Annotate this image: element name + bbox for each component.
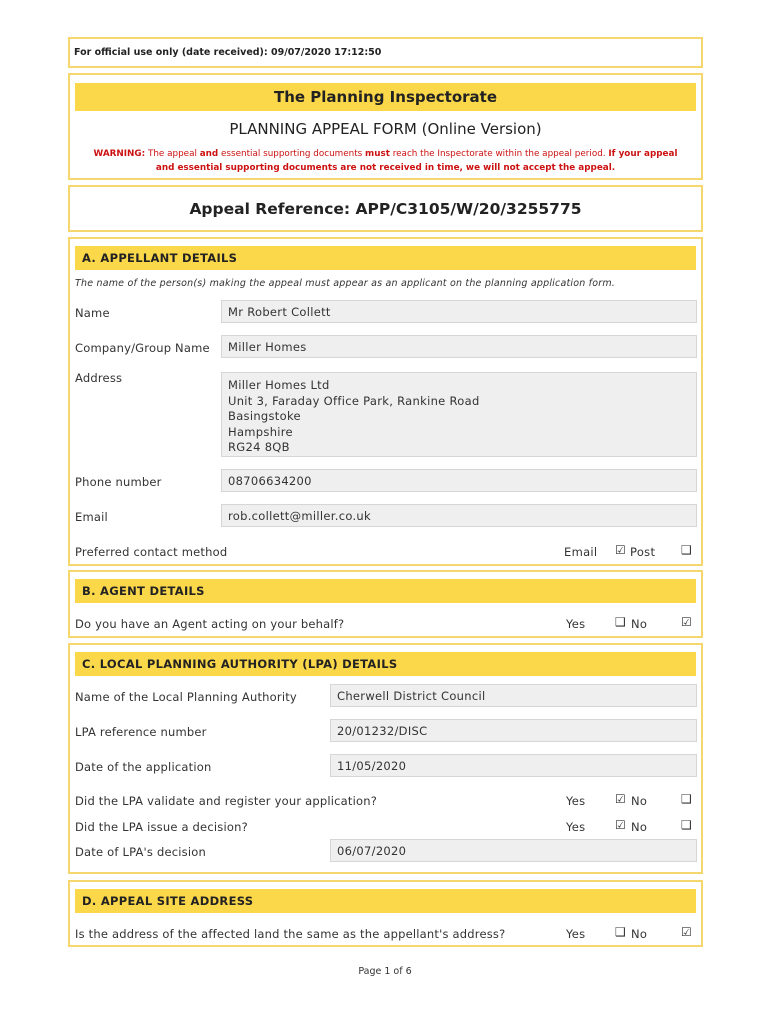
decision-no-label: No (631, 820, 648, 834)
section-a-header (75, 246, 696, 270)
agent-yes-checkbox[interactable]: ❑ (615, 615, 626, 629)
site-yes-checkbox[interactable]: ❑ (615, 925, 626, 939)
appellant-note: The name of the person(s) making the appeal must appear as an applicant on the planning application form. (75, 278, 616, 289)
validate-yes-checkbox[interactable]: ☑ (615, 792, 626, 806)
validate-yes-label: Yes (566, 794, 586, 808)
phone-field[interactable]: 08706634200 (221, 469, 697, 492)
lpa-ref-label: LPA reference number (75, 725, 207, 739)
email-label: Email (75, 510, 108, 524)
reference-box (68, 185, 703, 232)
address-line: Hampshire (228, 424, 293, 439)
application-date-field[interactable]: 11/05/2020 (330, 754, 697, 777)
section-appellant (68, 237, 703, 566)
official-use-box (68, 37, 703, 68)
decision-question: Did the LPA issue a decision? (75, 820, 248, 834)
page-number: Page 1 of 6 (358, 966, 412, 977)
agent-no-checkbox[interactable]: ☑ (681, 615, 692, 629)
warning-part-3: reach the Inspectorate within the appeal period. (392, 149, 606, 159)
section-site (68, 880, 703, 947)
contact-option-post-label: Post (630, 545, 656, 559)
section-d-title: D. APPEAL SITE ADDRESS (82, 894, 254, 908)
agent-no-label: No (631, 617, 648, 631)
company-label: Company/Group Name (75, 341, 210, 355)
contact-method-label: Preferred contact method (75, 545, 228, 559)
lpa-name-label: Name of the Local Planning Authority (75, 690, 297, 704)
address-line: Miller Homes Ltd (228, 378, 330, 392)
application-date-label: Date of the application (75, 760, 212, 774)
warning-line-2: and essential supporting documents are not received in time, we will not accept the appeal. (155, 163, 616, 173)
contact-post-checkbox[interactable]: ❑ (681, 543, 692, 557)
org-title-bar (75, 83, 696, 111)
validate-question: Did the LPA validate and register your application? (75, 794, 378, 808)
address-field[interactable] (221, 372, 697, 457)
decision-yes-checkbox[interactable]: ☑ (615, 818, 626, 832)
contact-email-checkbox[interactable]: ☑ (615, 543, 626, 557)
company-field[interactable]: Miller Homes (221, 335, 697, 358)
site-yes-label: Yes (566, 927, 586, 941)
section-c-header (75, 652, 696, 676)
warning-and: and (199, 149, 219, 159)
official-use-text: For official use only (date received): 09/07/2020 17:12:50 (74, 47, 382, 58)
org-title: The Planning Inspectorate (273, 88, 498, 106)
warning-label: WARNING: (93, 149, 146, 159)
form-header-box (68, 73, 703, 180)
address-label: Address (75, 371, 123, 385)
address-line: RG24 8QB (228, 440, 290, 454)
decision-no-checkbox[interactable]: ❑ (681, 818, 692, 832)
contact-option-email-label: Email (564, 545, 598, 559)
warning-part-2: essential supporting documents (221, 149, 363, 159)
section-b-header (75, 579, 696, 603)
email-field[interactable]: rob.collett@miller.co.uk (221, 504, 697, 527)
agent-question: Do you have an Agent acting on your behalf? (75, 617, 345, 631)
section-agent (68, 570, 703, 638)
warning-bold-1: If your appeal (608, 149, 678, 159)
warning-part-1: The appeal (147, 149, 197, 159)
warning-text (70, 147, 701, 175)
agent-yes-label: Yes (566, 617, 586, 631)
warning-line-1 (70, 147, 701, 161)
name-field[interactable]: Mr Robert Collett (221, 300, 697, 323)
phone-label: Phone number (75, 475, 162, 489)
site-no-label: No (631, 927, 648, 941)
appeal-reference: Appeal Reference: APP/C3105/W/20/3255775 (189, 200, 582, 218)
section-c-title: C. LOCAL PLANNING AUTHORITY (LPA) DETAILS (82, 657, 398, 671)
validate-no-label: No (631, 794, 648, 808)
lpa-name-field[interactable]: Cherwell District Council (330, 684, 697, 707)
validate-no-checkbox[interactable]: ❑ (681, 792, 692, 806)
decision-date-field[interactable]: 06/07/2020 (330, 839, 697, 862)
section-b-title: B. AGENT DETAILS (82, 584, 205, 598)
section-d-header (75, 889, 696, 913)
lpa-ref-field[interactable]: 20/01232/DISC (330, 719, 697, 742)
address-line: Basingstoke (228, 409, 301, 423)
site-no-checkbox[interactable]: ☑ (681, 925, 692, 939)
warning-must: must (365, 149, 390, 159)
section-a-title: A. APPELLANT DETAILS (82, 251, 238, 265)
decision-date-label: Date of LPA's decision (75, 845, 206, 859)
name-label: Name (75, 306, 110, 320)
decision-yes-label: Yes (566, 820, 586, 834)
form-title: PLANNING APPEAL FORM (Online Version) (229, 120, 542, 138)
section-lpa (68, 643, 703, 874)
address-line: Unit 3, Faraday Office Park, Rankine Road (228, 393, 480, 408)
site-question: Is the address of the affected land the same as the appellant's address? (75, 927, 506, 941)
